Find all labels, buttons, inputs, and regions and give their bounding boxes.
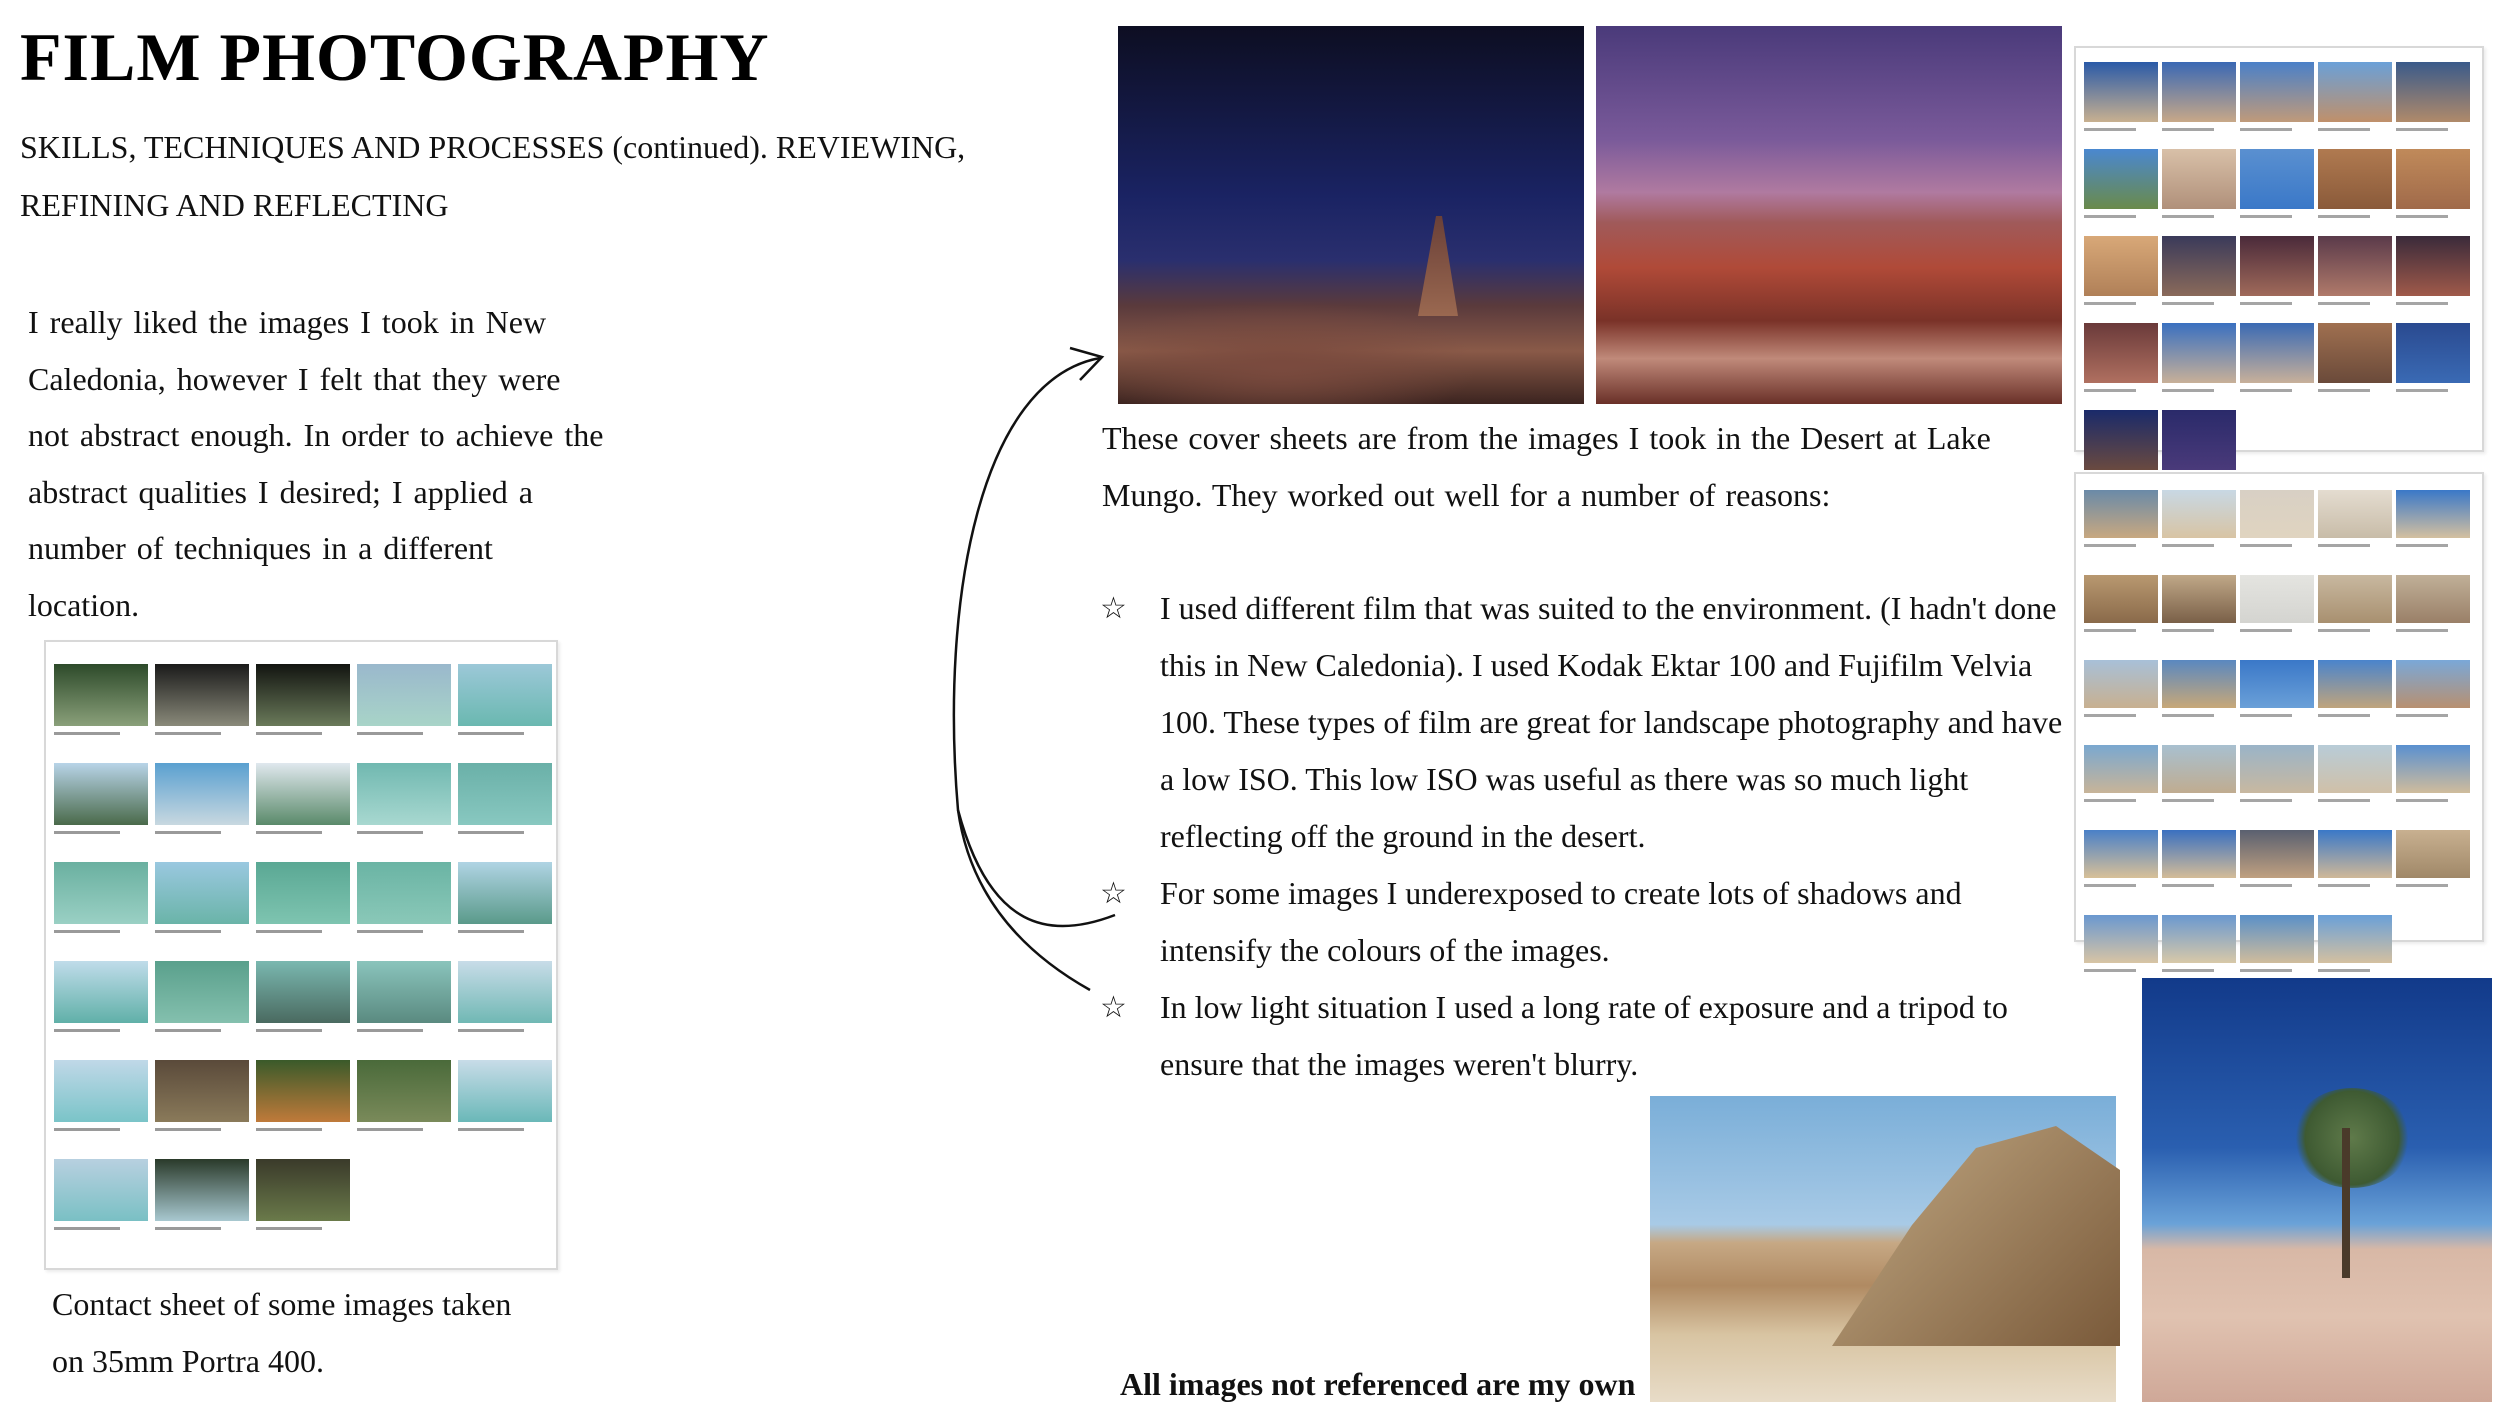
photo-thumbnail (2240, 830, 2314, 887)
thumbnail-filename (2084, 629, 2136, 632)
thumbnail-filename (2318, 215, 2370, 218)
photo-thumbnail (2084, 830, 2158, 887)
thumbnail-image (54, 1060, 148, 1122)
thumbnail-image (2318, 149, 2392, 209)
thumbnail-image (54, 664, 148, 726)
photo-thumbnail (2162, 62, 2236, 131)
thumbnail-filename (458, 1029, 524, 1032)
thumbnail-filename (256, 1029, 322, 1032)
thumbnail-filename (458, 831, 524, 834)
thumbnail-filename (2240, 302, 2292, 305)
photo-thumbnail (2318, 149, 2392, 218)
thumbnail-filename (2084, 389, 2136, 392)
thumbnail-image (2162, 323, 2236, 383)
thumbnail-filename (155, 1029, 221, 1032)
thumbnail-filename (2396, 302, 2448, 305)
photo-thumbnail (2240, 62, 2314, 131)
thumbnail-image (2396, 745, 2470, 793)
thumbnail-filename (2318, 884, 2370, 887)
thumbnail-filename (54, 1128, 120, 1131)
photo-thumbnail (2084, 745, 2158, 802)
photo-thumbnail (2240, 660, 2314, 717)
thumbnail-image (2240, 149, 2314, 209)
thumbnail-image (2318, 660, 2392, 708)
photo-thumbnail (2162, 575, 2236, 632)
thumbnail-image (54, 1159, 148, 1221)
photo-thumbnail (357, 763, 451, 834)
thumbnail-filename (2240, 128, 2292, 131)
thumbnail-filename (2240, 544, 2292, 547)
page-title: FILM PHOTOGRAPHY (20, 19, 770, 95)
thumbnail-image (2084, 62, 2158, 122)
thumbnail-image (458, 961, 552, 1023)
photo-thumbnail (357, 961, 451, 1032)
thumbnail-image (458, 664, 552, 726)
thumbnail-filename (2084, 302, 2136, 305)
thumbnail-filename (2318, 128, 2370, 131)
thumbnail-image (2084, 745, 2158, 793)
thumbnail-filename (2396, 629, 2448, 632)
star-outline-icon: ☆ (1100, 876, 1127, 911)
photo-thumbnail (2396, 62, 2470, 131)
thumbnail-image (2396, 323, 2470, 383)
thumbnail-image (2240, 575, 2314, 623)
thumbnail-filename (2396, 128, 2448, 131)
thumbnail-filename (2240, 389, 2292, 392)
thumbnail-filename (458, 732, 524, 735)
thumbnail-image (155, 1159, 249, 1221)
intro-paragraph: I really liked the images I took in New Caledonia, however I felt that they were not abstract enough. In order to achieve the abstract qualities I desired; I applied a number of techniques in a different location. (28, 304, 604, 623)
thumbnail-image (2084, 830, 2158, 878)
bullet-film (1100, 580, 2080, 865)
thumbnail-image (458, 763, 552, 825)
thumbnail-filename (357, 732, 423, 735)
page-subtitle: SKILLS, TECHNIQUES AND PROCESSES (continued). REVIEWING, REFINING AND REFLECTING (20, 129, 966, 223)
thumbnail-filename (2162, 128, 2214, 131)
reason-text: For some images I underexposed to create lots of shadows and intensify the colours of the images. (1160, 875, 1962, 968)
image-credit-note: All images not referenced are my own (1120, 1366, 1636, 1402)
photo-thumbnail (256, 961, 350, 1032)
thumbnail-image (2318, 575, 2392, 623)
photo-thumbnail (2162, 660, 2236, 717)
thumbnail-filename (54, 1029, 120, 1032)
thumbnail-filename (2240, 215, 2292, 218)
thumbnail-filename (54, 831, 120, 834)
thumbnail-grid (54, 664, 552, 1230)
photo-thumbnail (155, 961, 249, 1032)
thumbnail-filename (155, 732, 221, 735)
thumbnail-filename (2318, 302, 2370, 305)
thumbnail-image (155, 1060, 249, 1122)
photo-thumbnail (2396, 575, 2470, 632)
contact-sheet-caption: Contact sheet of some images taken on 35mm Portra 400. (52, 1286, 512, 1379)
photo-thumbnail (2318, 62, 2392, 131)
thumbnail-image (2084, 490, 2158, 538)
photo-thumbnail (2240, 149, 2314, 218)
photo-thumbnail (2318, 323, 2392, 392)
thumbnail-image (2240, 915, 2314, 963)
thumbnail-filename (256, 930, 322, 933)
thumbnail-image (2396, 490, 2470, 538)
thumbnail-filename (2396, 799, 2448, 802)
thumbnail-image (357, 1060, 451, 1122)
photo-thumbnail (2084, 575, 2158, 632)
thumbnail-filename (2162, 884, 2214, 887)
thumbnail-image (2162, 62, 2236, 122)
arrow-icon (940, 340, 1120, 1010)
thumbnail-image (2240, 62, 2314, 122)
photo-thumbnail (2084, 915, 2158, 972)
thumbnail-image (256, 1060, 350, 1122)
reason-text: In low light situation I used a long rate of exposure and a tripod to ensure that the images weren't blurry. (1160, 989, 2008, 1082)
thumbnail-image (2084, 410, 2158, 470)
thumbnail-image (2396, 236, 2470, 296)
reason-text: I used different film that was suited to the environment. (I hadn't done this in New Caledonia). I used Kodak Ektar 100 and Fujifilm Velvia 100. These types of film are great for landscape photography and have a low ISO. This low ISO was useful as there was so much light reflecting off the ground in the desert. (1160, 590, 2063, 854)
thumbnail-filename (2318, 969, 2370, 972)
thumbnail-filename (155, 1227, 221, 1230)
thumbnail-filename (155, 831, 221, 834)
desert-cliff-photo (1650, 1096, 2116, 1402)
thumbnail-image (2162, 490, 2236, 538)
thumbnail-image (357, 961, 451, 1023)
thumbnail-filename (2162, 969, 2214, 972)
contact-sheet-lake-mungo-1 (2074, 46, 2484, 452)
thumbnail-filename (357, 1128, 423, 1131)
photo-thumbnail (2318, 490, 2392, 547)
thumbnail-filename (458, 1128, 524, 1131)
thumbnail-image (2084, 149, 2158, 209)
thumbnail-image (2318, 915, 2392, 963)
thumbnail-filename (2396, 389, 2448, 392)
contact-sheet-new-caledonia (44, 640, 558, 1270)
thumbnail-filename (155, 930, 221, 933)
thumbnail-filename (2162, 799, 2214, 802)
photo-thumbnail (2084, 323, 2158, 392)
thumbnail-image (256, 961, 350, 1023)
thumbnail-image (458, 1060, 552, 1122)
photo-thumbnail (2162, 149, 2236, 218)
thumbnail-image (155, 664, 249, 726)
thumbnail-image (2318, 830, 2392, 878)
thumbnail-image (256, 1159, 350, 1221)
star-outline-icon: ☆ (1100, 591, 1127, 626)
photo-thumbnail (2396, 149, 2470, 218)
photo-thumbnail (357, 664, 451, 735)
thumbnail-filename (2084, 799, 2136, 802)
thumbnail-filename (2162, 544, 2214, 547)
thumbnail-image (54, 763, 148, 825)
thumbnail-image (2240, 236, 2314, 296)
photo-thumbnail (256, 1159, 350, 1230)
thumbnail-filename (2084, 128, 2136, 131)
desert-night-photo (1118, 26, 1584, 404)
thumbnail-image (2396, 830, 2470, 878)
photo-thumbnail (2396, 830, 2470, 887)
thumbnail-image (357, 862, 451, 924)
thumbnail-image (155, 961, 249, 1023)
thumbnail-image (2240, 660, 2314, 708)
photo-thumbnail (2240, 323, 2314, 392)
thumbnail-filename (2318, 544, 2370, 547)
photo-thumbnail (256, 664, 350, 735)
thumbnail-filename (2162, 215, 2214, 218)
thumbnail-image (155, 862, 249, 924)
photo-thumbnail (458, 961, 552, 1032)
thumbnail-filename (256, 1227, 322, 1230)
thumbnail-image (2084, 915, 2158, 963)
thumbnail-filename (256, 732, 322, 735)
thumbnail-filename (357, 930, 423, 933)
thumbnail-filename (2396, 544, 2448, 547)
thumbnail-filename (2084, 969, 2136, 972)
thumbnail-filename (2318, 799, 2370, 802)
thumbnail-filename (2240, 969, 2292, 972)
thumbnail-filename (2240, 714, 2292, 717)
photo-thumbnail (2162, 236, 2236, 305)
photo-thumbnail (2162, 323, 2236, 392)
thumbnail-filename (54, 930, 120, 933)
photo-thumbnail (155, 862, 249, 933)
photo-thumbnail (155, 1159, 249, 1230)
thumbnail-image (2084, 236, 2158, 296)
thumbnail-filename (2084, 884, 2136, 887)
photo-thumbnail (256, 862, 350, 933)
photo-thumbnail (2240, 745, 2314, 802)
photo-thumbnail (2162, 915, 2236, 972)
photo-thumbnail (357, 1060, 451, 1131)
thumbnail-image (2162, 236, 2236, 296)
thumbnail-image (2396, 62, 2470, 122)
thumbnail-filename (2162, 302, 2214, 305)
cover-sheets-intro: These cover sheets are from the images I took in the Desert at Lake Mungo. They worked out well for a number of reasons: (1102, 420, 1991, 513)
thumbnail-filename (2162, 629, 2214, 632)
thumbnail-image (2396, 575, 2470, 623)
thumbnail-image (2318, 323, 2392, 383)
photo-thumbnail (54, 862, 148, 933)
photo-thumbnail (2318, 915, 2392, 972)
thumbnail-image (2318, 745, 2392, 793)
thumbnail-filename (256, 831, 322, 834)
desert-tree-photo (2142, 978, 2492, 1402)
photo-thumbnail (2084, 490, 2158, 547)
photo-thumbnail (2318, 830, 2392, 887)
photo-thumbnail (2240, 575, 2314, 632)
thumbnail-grid (2084, 490, 2470, 972)
thumbnail-filename (2162, 714, 2214, 717)
thumbnail-filename (2318, 389, 2370, 392)
photo-thumbnail (357, 862, 451, 933)
photo-thumbnail (2396, 660, 2470, 717)
thumbnail-filename (2240, 884, 2292, 887)
photo-thumbnail (458, 862, 552, 933)
thumbnail-image (2162, 745, 2236, 793)
photo-thumbnail (2396, 745, 2470, 802)
photo-thumbnail (2396, 236, 2470, 305)
thumbnail-image (2240, 490, 2314, 538)
thumbnail-image (2084, 660, 2158, 708)
photo-thumbnail (54, 961, 148, 1032)
thumbnail-image (2162, 410, 2236, 470)
thumbnail-image (357, 763, 451, 825)
thumbnail-filename (155, 1128, 221, 1131)
photo-thumbnail (155, 1060, 249, 1131)
photo-thumbnail (2240, 915, 2314, 972)
photo-thumbnail (2084, 660, 2158, 717)
photo-thumbnail (2396, 490, 2470, 547)
bullet-underexposure (1100, 865, 2080, 979)
thumbnail-image (2162, 149, 2236, 209)
thumbnail-filename (2240, 799, 2292, 802)
thumbnail-image (2396, 660, 2470, 708)
thumbnail-image (458, 862, 552, 924)
thumbnail-image (2240, 745, 2314, 793)
thumbnail-image (2240, 830, 2314, 878)
thumbnail-image (2162, 575, 2236, 623)
photo-thumbnail (54, 763, 148, 834)
thumbnail-image (2318, 236, 2392, 296)
photo-thumbnail (2240, 490, 2314, 547)
thumbnail-image (2162, 830, 2236, 878)
thumbnail-filename (2318, 629, 2370, 632)
photo-thumbnail (54, 1060, 148, 1131)
thumbnail-filename (256, 1128, 322, 1131)
photo-thumbnail (458, 664, 552, 735)
thumbnail-image (54, 961, 148, 1023)
thumbnail-filename (54, 732, 120, 735)
thumbnail-filename (2084, 714, 2136, 717)
photo-thumbnail (2318, 660, 2392, 717)
thumbnail-image (155, 763, 249, 825)
photo-thumbnail (155, 664, 249, 735)
thumbnail-image (2084, 575, 2158, 623)
thumbnail-filename (2318, 714, 2370, 717)
photo-thumbnail (155, 763, 249, 834)
thumbnail-filename (2084, 544, 2136, 547)
thumbnail-image (2162, 915, 2236, 963)
thumbnail-filename (54, 1227, 120, 1230)
photo-thumbnail (2240, 236, 2314, 305)
thumbnail-filename (2084, 215, 2136, 218)
thumbnail-image (256, 862, 350, 924)
thumbnail-image (54, 862, 148, 924)
photo-thumbnail (2318, 745, 2392, 802)
thumbnail-image (2396, 149, 2470, 209)
thumbnail-image (357, 664, 451, 726)
thumbnail-grid (2084, 62, 2470, 479)
photo-thumbnail (458, 763, 552, 834)
desert-dusk-photo (1596, 26, 2062, 404)
photo-thumbnail (256, 763, 350, 834)
thumbnail-image (256, 664, 350, 726)
photo-thumbnail (2162, 745, 2236, 802)
photo-thumbnail (2162, 410, 2236, 479)
thumbnail-image (2318, 490, 2392, 538)
photo-thumbnail (54, 1159, 148, 1230)
thumbnail-filename (2162, 389, 2214, 392)
thumbnail-filename (357, 1029, 423, 1032)
photo-thumbnail (2084, 236, 2158, 305)
photo-thumbnail (256, 1060, 350, 1131)
photo-thumbnail (2162, 830, 2236, 887)
bullet-long-exposure (1100, 979, 2080, 1093)
thumbnail-image (2240, 323, 2314, 383)
photo-thumbnail (2084, 62, 2158, 131)
contact-sheet-lake-mungo-2 (2074, 472, 2484, 942)
thumbnail-filename (2396, 215, 2448, 218)
thumbnail-image (2318, 62, 2392, 122)
thumbnail-filename (2396, 884, 2448, 887)
thumbnail-image (2084, 323, 2158, 383)
thumbnail-filename (2240, 629, 2292, 632)
photo-thumbnail (2084, 149, 2158, 218)
photo-thumbnail (458, 1060, 552, 1131)
photo-thumbnail (2084, 410, 2158, 479)
photo-thumbnail (2318, 575, 2392, 632)
thumbnail-filename (458, 930, 524, 933)
photo-thumbnail (54, 664, 148, 735)
photo-thumbnail (2318, 236, 2392, 305)
star-outline-icon: ☆ (1100, 990, 1127, 1025)
thumbnail-image (2162, 660, 2236, 708)
thumbnail-filename (357, 831, 423, 834)
thumbnail-filename (2396, 714, 2448, 717)
photo-thumbnail (2162, 490, 2236, 547)
reasons-list (1100, 580, 2080, 1093)
photo-thumbnail (2396, 323, 2470, 392)
thumbnail-image (256, 763, 350, 825)
